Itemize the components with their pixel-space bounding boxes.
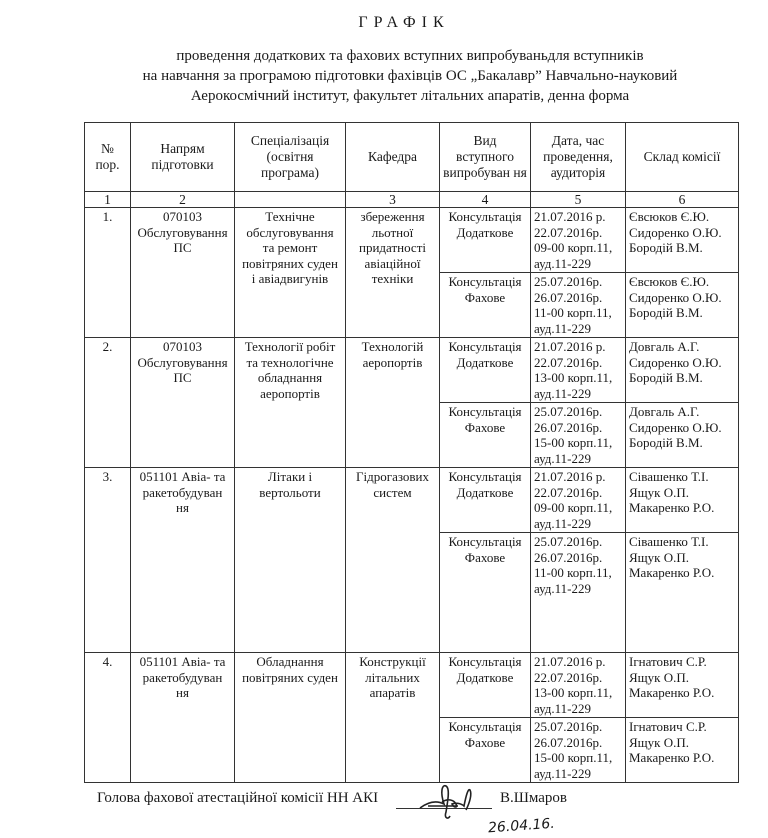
specialization-cell-line: повітряних суден [242, 255, 338, 271]
datetime-cell-line: 25.07.2016р. [534, 404, 603, 419]
department-cell-line: аеропортів [362, 354, 423, 370]
commission-cell [626, 653, 739, 718]
exam-type-cell-line: Додаткове [456, 669, 514, 685]
specialization-cell-line: та технологічне [246, 354, 334, 370]
datetime-cell-line: 26.07.2016р. [534, 289, 603, 305]
datetime-cell-line: 21.07.2016 р. [534, 209, 606, 224]
direction-cell [131, 338, 235, 468]
commission-cell [626, 273, 739, 338]
header-no: № пор. [85, 123, 131, 192]
datetime-cell [531, 718, 626, 783]
commission-cell-line: Євсюков Є.Ю. [629, 209, 710, 224]
department-cell-line: придатності [359, 240, 426, 255]
commission-cell-line: Бородій В.М. [629, 240, 703, 255]
direction-cell-line: ня [176, 685, 189, 700]
department-cell-line: літальних [365, 669, 420, 685]
datetime-cell-line: 26.07.2016р. [534, 419, 603, 435]
datetime-cell-line: 11-00 корп.11, [534, 565, 612, 580]
datetime-cell-line: 21.07.2016 р. [534, 339, 606, 354]
exam-type-cell-line: Консультація [448, 719, 522, 734]
datetime-cell-line: 09-00 корп.11, [534, 500, 613, 515]
commission-cell-line: Ящук О.П. [629, 669, 690, 685]
exam-type-cell [440, 533, 531, 653]
row-number-line: 3. [102, 469, 113, 484]
commission-cell [626, 403, 739, 468]
datetime-cell-line: 15-00 корп.11, [534, 750, 613, 765]
table-row [85, 338, 739, 403]
datetime-cell-line: ауд.11-229 [534, 580, 592, 596]
exam-type-cell [440, 468, 531, 533]
direction-cell-line: ракетобудуван [142, 484, 223, 500]
department-cell [346, 338, 440, 468]
department-cell-line: апаратів [369, 685, 416, 700]
row-number-line: 4. [102, 654, 113, 669]
datetime-cell-line: ауд.11-229 [534, 700, 592, 716]
department-cell-line: Технологій [361, 339, 424, 354]
commission-cell-line: Ящук О.П. [629, 484, 690, 500]
column-number [235, 192, 346, 208]
specialization-cell-line: вертольоти [259, 484, 321, 500]
specialization-cell [235, 468, 346, 653]
exam-type-cell [440, 653, 531, 718]
datetime-cell [531, 533, 626, 653]
specialization-cell-line: повітряних суден [242, 669, 338, 685]
datetime-cell-line: 26.07.2016р. [534, 549, 603, 565]
direction-cell-line: ракетобудуван [142, 669, 223, 685]
column-number-row [85, 192, 739, 208]
direction-cell-line: 070103 [163, 339, 202, 354]
column-number: 6 [626, 192, 739, 208]
row-number-line: 1. [102, 209, 113, 224]
datetime-cell-line: 21.07.2016 р. [534, 469, 606, 484]
exam-type-cell [440, 403, 531, 468]
exam-type-cell [440, 208, 531, 273]
row-number [85, 468, 131, 653]
specialization-cell-line: Літаки і [267, 469, 313, 484]
commission-cell-line: Ящук О.П. [629, 734, 690, 750]
datetime-cell [531, 653, 626, 718]
specialization-cell-line: і авіадвигунів [251, 271, 329, 286]
row-number [85, 338, 131, 468]
direction-cell [131, 468, 235, 653]
header-exam-type: Вид вступного випробуван ня [440, 123, 531, 192]
signature-mark [418, 782, 476, 822]
datetime-cell [531, 468, 626, 533]
datetime-cell-line: 22.07.2016р. [534, 484, 603, 500]
commission-cell-line: Макаренко Р.О. [629, 500, 715, 515]
datetime-cell-line: ауд.11-229 [534, 765, 592, 781]
signer-name: В.Шмаров [500, 790, 568, 806]
specialization-cell [235, 338, 346, 468]
department-cell-line: авіаційної [364, 255, 421, 271]
column-number: 3 [346, 192, 440, 208]
commission-cell-line: Бородій В.М. [629, 435, 703, 450]
exam-type-cell-line: Фахове [464, 419, 506, 435]
commission-cell-line: Сівашенко Т.І. [629, 534, 709, 549]
direction-cell-line: 051101 Авіа- та [139, 469, 226, 484]
row-number [85, 208, 131, 338]
specialization-cell-line: Технічне [265, 209, 315, 224]
commission-cell-line: Довгаль А.Г. [629, 339, 700, 354]
commission-cell-line: Макаренко Р.О. [629, 750, 715, 765]
direction-cell-line: 070103 [163, 209, 202, 224]
header-datetime: Дата, час проведення, аудиторія [531, 123, 626, 192]
department-cell-line: систем [373, 484, 412, 500]
subtitle-line: на навчання за програмою підготовки фахівців ОС „Бакалавр” Навчально-науковий [142, 68, 678, 84]
exam-type-cell-line: Додаткове [456, 484, 514, 500]
datetime-cell-line: 25.07.2016р. [534, 534, 603, 549]
table-row [85, 653, 739, 718]
department-cell-line: збереження [360, 209, 425, 224]
datetime-cell [531, 338, 626, 403]
column-number: 1 [85, 192, 131, 208]
table-row [85, 468, 739, 533]
datetime-cell [531, 403, 626, 468]
commission-cell-line: Сидоренко О.Ю. [629, 289, 722, 305]
direction-cell-line: Обслуговування [137, 224, 228, 240]
header-row [85, 123, 739, 192]
commission-cell [626, 338, 739, 403]
column-number: 5 [531, 192, 626, 208]
exam-type-cell-line: Консультація [448, 274, 522, 289]
datetime-cell-line: 15-00 корп.11, [534, 435, 613, 450]
commission-cell-line: Бородій В.М. [629, 370, 703, 385]
exam-type-cell-line: Консультація [448, 654, 522, 669]
commission-cell-line: Сівашенко Т.І. [629, 469, 709, 484]
datetime-cell-line: ауд.11-229 [534, 450, 592, 466]
commission-cell-line: Макаренко Р.О. [629, 685, 715, 700]
specialization-cell-line: обслуговування [246, 224, 334, 240]
column-number: 4 [440, 192, 531, 208]
exam-type-cell-line: Консультація [448, 209, 522, 224]
department-cell [346, 653, 440, 783]
exam-type-cell [440, 273, 531, 338]
datetime-cell-line: 13-00 корп.11, [534, 685, 613, 700]
department-cell-line: Конструкції [359, 654, 426, 669]
datetime-cell-line: ауд.11-229 [534, 515, 592, 531]
datetime-cell-line: 25.07.2016р. [534, 274, 603, 289]
document-title: ГРАФІК [358, 14, 450, 31]
specialization-cell-line: Обладнання [256, 654, 324, 669]
datetime-cell [531, 208, 626, 273]
document-subtitle [60, 46, 760, 106]
commission-cell [626, 208, 739, 273]
exam-type-cell-line: Консультація [448, 404, 522, 419]
exam-type-cell-line: Фахове [464, 549, 506, 565]
exam-type-cell-line: Додаткове [456, 224, 514, 240]
commission-cell [626, 718, 739, 783]
datetime-cell-line: 21.07.2016 р. [534, 654, 606, 669]
datetime-cell-line: 13-00 корп.11, [534, 370, 613, 385]
row-number [85, 653, 131, 783]
commission-cell-line: Макаренко Р.О. [629, 565, 715, 580]
datetime-cell-line: ауд.11-229 [534, 255, 592, 271]
commission-cell [626, 468, 739, 533]
exam-type-cell-line: Фахове [464, 734, 506, 750]
department-cell [346, 468, 440, 653]
exam-type-cell-line: Консультація [448, 469, 522, 484]
department-cell-line: льотної [371, 224, 414, 240]
commission-cell-line: Ігнатович С.Р. [629, 654, 707, 669]
exam-type-cell [440, 718, 531, 783]
specialization-cell-line: аеропортів [260, 385, 320, 401]
datetime-cell-line: 09-00 корп.11, [534, 240, 613, 255]
datetime-cell-line: 22.07.2016р. [534, 354, 603, 370]
header-specialization: Спеціалізація (освітня програма) [235, 123, 346, 192]
datetime-cell-line: 26.07.2016р. [534, 734, 603, 750]
commission-cell-line: Ігнатович С.Р. [629, 719, 707, 734]
datetime-cell [531, 273, 626, 338]
table-row [85, 208, 739, 273]
commission-cell-line: Сидоренко О.Ю. [629, 419, 722, 435]
direction-cell-line: Обслуговування [137, 354, 228, 370]
header-commission: Склад комісії [626, 123, 739, 192]
specialization-cell-line: обладнання [257, 370, 323, 385]
commission-cell [626, 533, 739, 653]
signature-position: Голова фахової атестаційної комісії НН АКІ [97, 790, 379, 806]
exam-type-cell-line: Консультація [448, 534, 522, 549]
column-number: 2 [131, 192, 235, 208]
direction-cell [131, 653, 235, 783]
commission-cell-line: Ящук О.П. [629, 549, 690, 565]
department-cell-line: Гідрогазових [356, 469, 429, 484]
department-cell-line: техніки [371, 271, 414, 286]
datetime-cell-line: ауд.11-229 [534, 385, 592, 401]
exam-type-cell-line: Додаткове [456, 354, 514, 370]
specialization-cell-line: Технології робіт [244, 339, 336, 354]
exam-type-cell-line: Консультація [448, 339, 522, 354]
datetime-cell-line: 22.07.2016р. [534, 669, 603, 685]
commission-cell-line: Довгаль А.Г. [629, 404, 700, 419]
exam-type-cell [440, 338, 531, 403]
row-number-line: 2. [102, 339, 113, 354]
datetime-cell-line: 11-00 корп.11, [534, 305, 612, 320]
exam-type-cell-line: Фахове [464, 289, 506, 305]
direction-cell [131, 208, 235, 338]
specialization-cell [235, 208, 346, 338]
direction-cell-line: ПС [173, 240, 192, 255]
handwritten-date: 26.04.16. [487, 815, 556, 837]
direction-cell-line: ня [176, 500, 189, 515]
commission-cell-line: Євсюков Є.Ю. [629, 274, 710, 289]
direction-cell-line: 051101 Авіа- та [139, 654, 226, 669]
schedule-table [84, 122, 739, 783]
specialization-cell [235, 653, 346, 783]
subtitle-line: Аерокосмічний інститут, факультет літальних апаратів, денна форма [190, 88, 630, 104]
department-cell [346, 208, 440, 338]
datetime-cell-line: 22.07.2016р. [534, 224, 603, 240]
header-department: Кафедра [346, 123, 440, 192]
commission-cell-line: Сидоренко О.Ю. [629, 354, 722, 370]
datetime-cell-line: ауд.11-229 [534, 320, 592, 336]
subtitle-line: проведення додаткових та фахових вступних випробуваньдля вступників [176, 48, 644, 64]
schedule-body [85, 208, 739, 783]
commission-cell-line: Сидоренко О.Ю. [629, 224, 722, 240]
commission-cell-line: Бородій В.М. [629, 305, 703, 320]
header-direction: Напрям підготовки [131, 123, 235, 192]
direction-cell-line: ПС [173, 370, 192, 385]
datetime-cell-line: 25.07.2016р. [534, 719, 603, 734]
specialization-cell-line: та ремонт [262, 240, 318, 255]
